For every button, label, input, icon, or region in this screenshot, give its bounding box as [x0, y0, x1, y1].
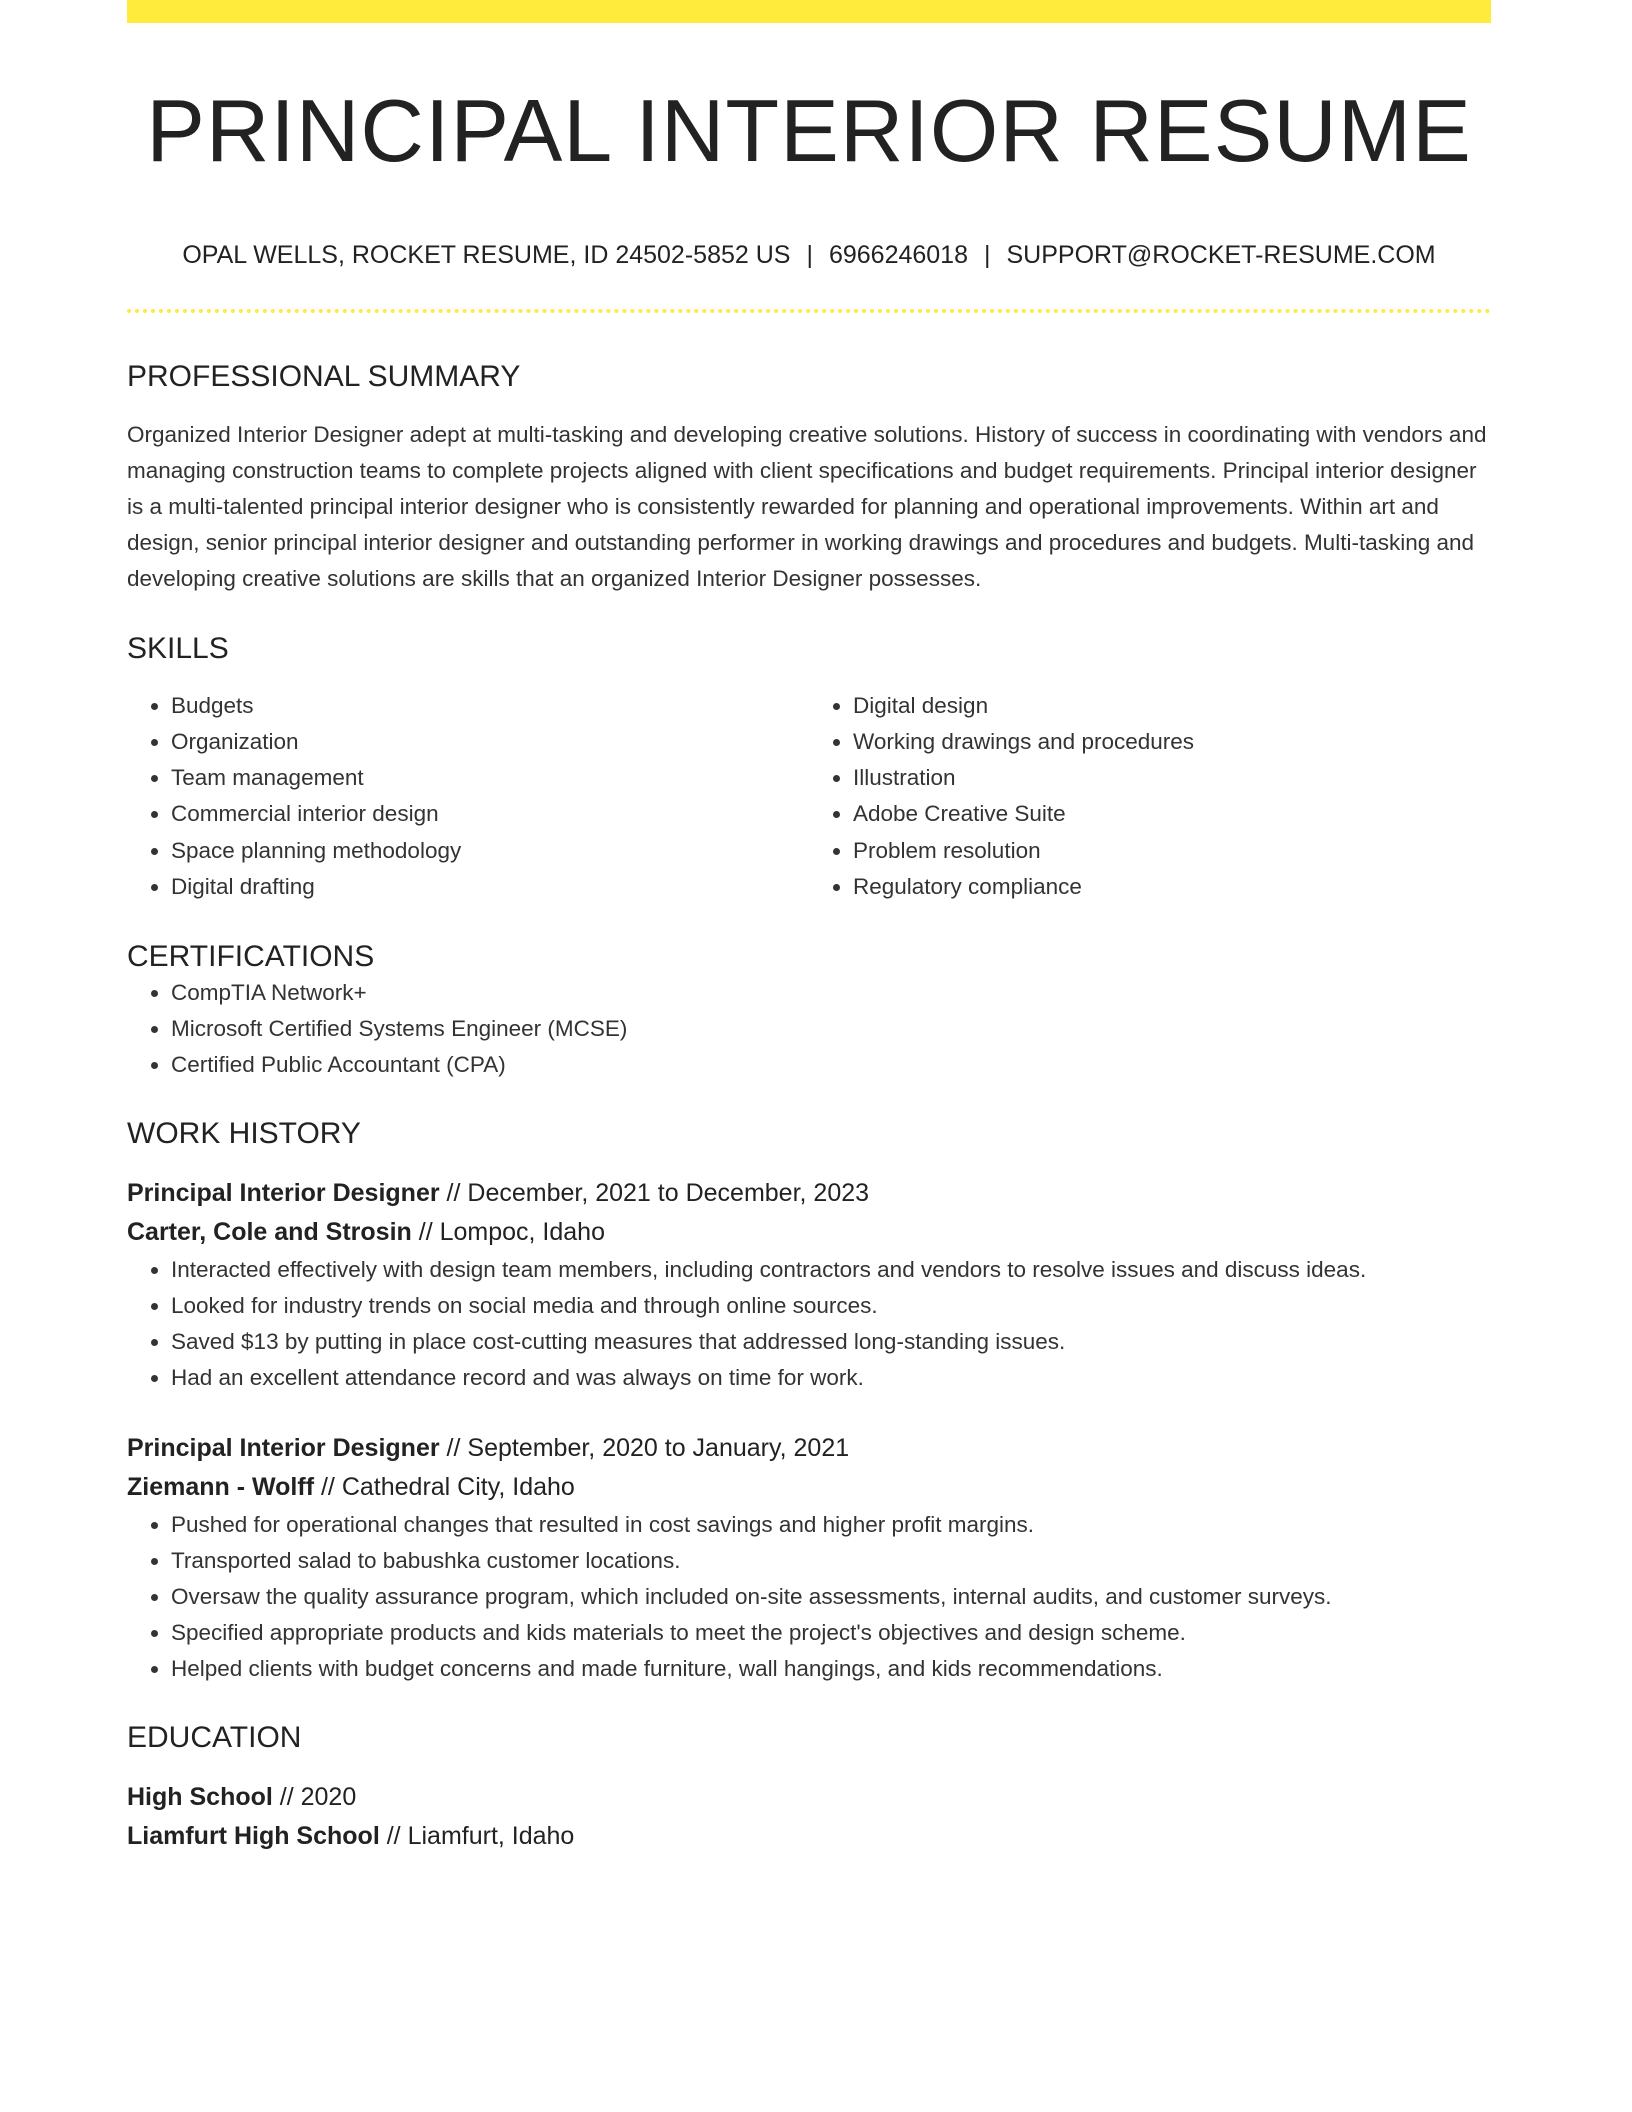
skills-column-left — [127, 688, 809, 905]
job-dates: December, 2021 to December, 2023 — [467, 1178, 870, 1207]
contact-line — [127, 240, 1491, 270]
education-degree: High School — [127, 1782, 273, 1811]
job-bullets — [127, 1507, 1491, 1687]
job-bullets — [127, 1252, 1491, 1396]
skill-item: • Budgets — [171, 688, 809, 724]
job-title-line — [127, 1174, 1491, 1213]
job-bullet: • Specified appropriate products and kids materials to meet the project's objectives and design scheme. — [171, 1615, 1491, 1651]
accent-bar — [127, 0, 1491, 23]
job-dates: September, 2020 to January, 2021 — [467, 1433, 850, 1462]
contact-separator: | — [806, 240, 813, 269]
job-location: Cathedral City, Idaho — [341, 1472, 575, 1501]
skill-item: • Organization — [171, 724, 809, 760]
education-year: 2020 — [300, 1782, 357, 1811]
job-title-line — [127, 1429, 1491, 1468]
education-heading: EDUCATION — [127, 1720, 302, 1754]
job-company-line — [127, 1468, 1491, 1507]
delimiter: // — [411, 1217, 440, 1246]
skill-item: • Team management — [171, 760, 809, 796]
job-location: Lompoc, Idaho — [439, 1217, 605, 1246]
education-location: Liamfurt, Idaho — [407, 1821, 575, 1850]
resume-title: PRINCIPAL INTERIOR RESUME — [146, 81, 1472, 180]
job-bullet: • Looked for industry trends on social media and through online sources. — [171, 1288, 1491, 1324]
education-school: Liamfurt High School — [127, 1821, 380, 1850]
education-school-line — [127, 1817, 1491, 1856]
job-bullet: • Interacted effectively with design team members, including contractors and vendors to resolve issues and discuss ideas. — [171, 1252, 1491, 1288]
delimiter: // — [379, 1821, 408, 1850]
skill-item: • Digital design — [853, 688, 1491, 724]
skill-item: • Regulatory compliance — [853, 869, 1491, 905]
delimiter: // — [439, 1433, 468, 1462]
job-bullet: • Oversaw the quality assurance program, which included on-site assessments, internal audits, and customer surveys. — [171, 1579, 1491, 1615]
certification-item: • Microsoft Certified Systems Engineer (MCSE) — [171, 1011, 1491, 1047]
job-title: Principal Interior Designer — [127, 1433, 440, 1462]
summary-text: Organized Interior Designer adept at multi-tasking and developing creative solutions. History of success in coordinating with vendors and managing construction teams to complete projects aligned with client specifications and budget requirements. Principal interior designer is a multi-talented principal interior designer who is consistently rewarded for planning and operational improvements. Within art and design, senior principal interior designer and outstanding performer in working drawings and procedures and budgets. Multi-tasking and developing creative solutions are skills that an organized Interior Designer possesses. — [127, 421, 1487, 591]
contact-separator: | — [984, 240, 991, 269]
skills-grid — [127, 688, 1491, 905]
job-entry — [127, 1174, 1491, 1396]
skill-item: • Commercial interior design — [171, 796, 809, 832]
delimiter: // — [439, 1178, 468, 1207]
job-bullet: • Helped clients with budget concerns and made furniture, wall hangings, and kids recommendations. — [171, 1651, 1491, 1687]
skills-heading: SKILLS — [127, 631, 229, 665]
contact-email: SUPPORT@ROCKET-RESUME.COM — [1006, 240, 1436, 269]
skill-item: • Space planning methodology — [171, 832, 809, 869]
skill-item: • Illustration — [853, 760, 1491, 796]
delimiter: // — [272, 1782, 301, 1811]
certification-item: • Certified Public Accountant (CPA) — [171, 1047, 1491, 1083]
job-bullet: • Transported salad to babushka customer locations. — [171, 1543, 1491, 1579]
contact-phone: 6966246018 — [828, 240, 968, 269]
job-bullet: • Saved $13 by putting in place cost-cutting measures that addressed long-standing issues. — [171, 1324, 1491, 1360]
job-company-line — [127, 1213, 1491, 1252]
job-title: Principal Interior Designer — [127, 1178, 440, 1207]
header-divider — [127, 309, 1491, 313]
education-degree-line — [127, 1778, 1491, 1817]
job-company: Carter, Cole and Strosin — [127, 1217, 412, 1246]
job-bullet: • Pushed for operational changes that resulted in cost savings and higher profit margins. — [171, 1507, 1491, 1543]
job-company: Ziemann - Wolff — [127, 1472, 315, 1501]
skill-item: • Adobe Creative Suite — [853, 796, 1491, 832]
resume-page — [127, 0, 1491, 1856]
skills-column-right — [809, 688, 1491, 905]
certifications-list — [127, 975, 1491, 1083]
job-entry — [127, 1429, 1491, 1687]
contact-address: OPAL WELLS, ROCKET RESUME, ID 24502-5852 US — [182, 240, 791, 269]
summary-heading: PROFESSIONAL SUMMARY — [127, 359, 521, 393]
skill-item: • Working drawings and procedures — [853, 724, 1491, 760]
delimiter: // — [314, 1472, 342, 1501]
certification-item: • CompTIA Network+ — [171, 975, 1491, 1011]
skill-item: • Problem resolution — [853, 832, 1491, 869]
skill-item: • Digital drafting — [171, 869, 809, 905]
certifications-heading: CERTIFICATIONS — [127, 939, 375, 973]
work-history-heading: WORK HISTORY — [127, 1116, 361, 1150]
job-bullet: • Had an excellent attendance record and was always on time for work. — [171, 1360, 1491, 1396]
